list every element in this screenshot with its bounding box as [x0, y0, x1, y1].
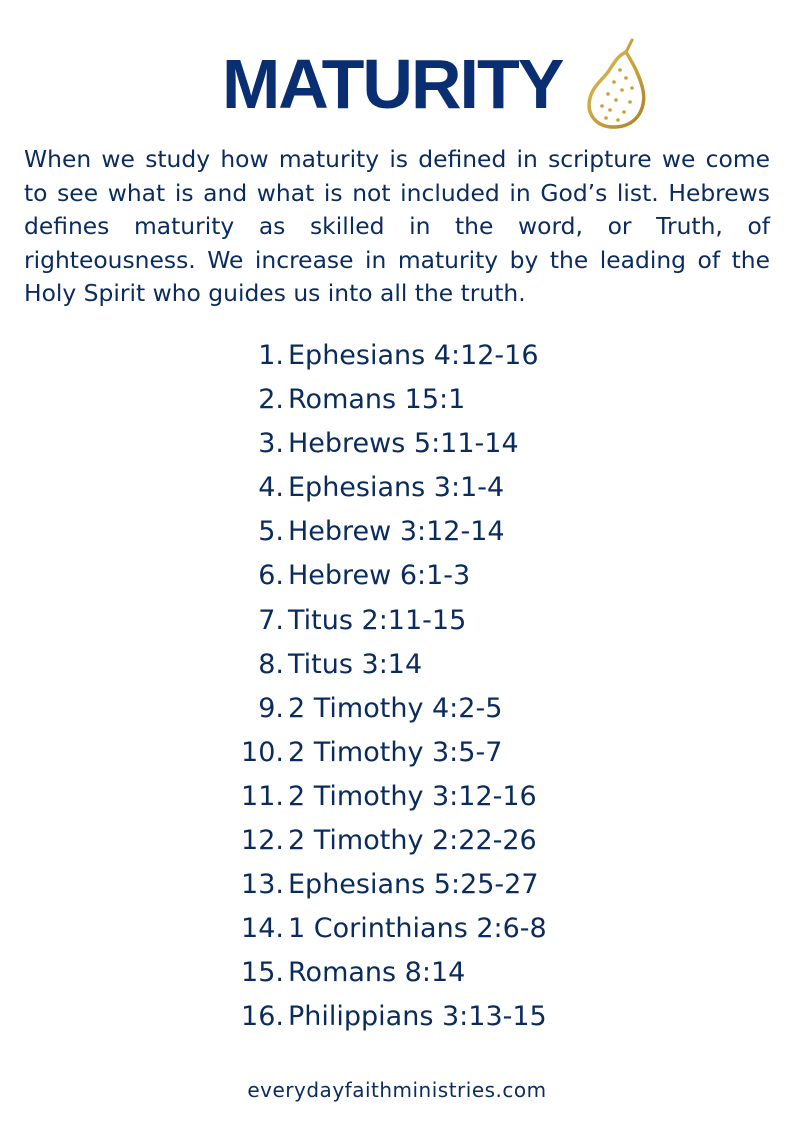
list-item: [0, 378, 794, 422]
list-number: 1.: [258, 340, 284, 371]
list-number: 10.: [241, 736, 284, 768]
list-item: [0, 951, 794, 995]
scripture-reference: Titus 2:11-15: [288, 604, 467, 636]
scripture-reference: Ephesians 3:1-4: [288, 472, 505, 504]
list-number: 11.: [241, 780, 284, 812]
list-item: [0, 466, 794, 510]
list-item: [0, 422, 794, 466]
scripture-reference: Titus 3:14: [288, 648, 423, 680]
scripture-list: [0, 334, 794, 1040]
pear-icon: [580, 36, 652, 132]
scripture-reference: 1 Corinthians 2:6-8: [288, 913, 547, 945]
list-item: [0, 775, 794, 819]
scripture-reference: Ephesians 4:12-16: [288, 340, 539, 371]
list-number: 9.: [258, 692, 284, 724]
list-item: [0, 819, 794, 863]
scripture-reference: Philippians 3:13-15: [288, 1001, 547, 1033]
list-number: 6.: [258, 560, 284, 592]
scripture-reference: Hebrews 5:11-14: [288, 428, 519, 460]
list-number: 2.: [258, 384, 284, 416]
list-item: [0, 599, 794, 643]
scripture-reference: Hebrew 3:12-14: [288, 516, 505, 548]
list-item: [0, 731, 794, 775]
list-number: 8.: [258, 648, 284, 680]
list-number: 3.: [258, 428, 284, 460]
list-number: 15.: [241, 957, 284, 989]
list-number: 16.: [241, 1001, 284, 1033]
scripture-reference: Romans 15:1: [288, 384, 466, 416]
footer-website: everydayfaithministries.com: [247, 1078, 547, 1102]
scripture-reference: 2 Timothy 3:5-7: [288, 736, 503, 768]
scripture-reference: 2 Timothy 2:22-26: [288, 825, 537, 857]
list-item: [0, 510, 794, 554]
list-item: [0, 643, 794, 687]
page-title: MATURITY: [222, 45, 563, 123]
list-item: [0, 863, 794, 907]
header: [0, 36, 794, 136]
list-number: 14.: [241, 913, 284, 945]
list-number: 7.: [258, 604, 284, 636]
list-item: [0, 995, 794, 1039]
list-item: [0, 554, 794, 598]
list-number: 12.: [241, 825, 284, 857]
list-item: [0, 334, 794, 378]
list-item: [0, 907, 794, 951]
scripture-reference: Ephesians 5:25-27: [288, 869, 539, 901]
scripture-reference: 2 Timothy 3:12-16: [288, 780, 537, 812]
scripture-reference: 2 Timothy 4:2-5: [288, 692, 503, 724]
list-number: 4.: [258, 472, 284, 504]
list-item: [0, 687, 794, 731]
scripture-reference: Hebrew 6:1-3: [288, 560, 471, 592]
intro-paragraph: When we study how maturity is defined in scripture we come to see what is and what is not included in God’s list. Hebrews defines maturity as skilled in the word, or Truth, of righteousness. We increase in maturity by the leading of the Holy Spirit who guides us into all the truth.: [24, 145, 770, 307]
scripture-reference: Romans 8:14: [288, 957, 466, 989]
list-number: 5.: [258, 516, 284, 548]
list-number: 13.: [241, 869, 284, 901]
